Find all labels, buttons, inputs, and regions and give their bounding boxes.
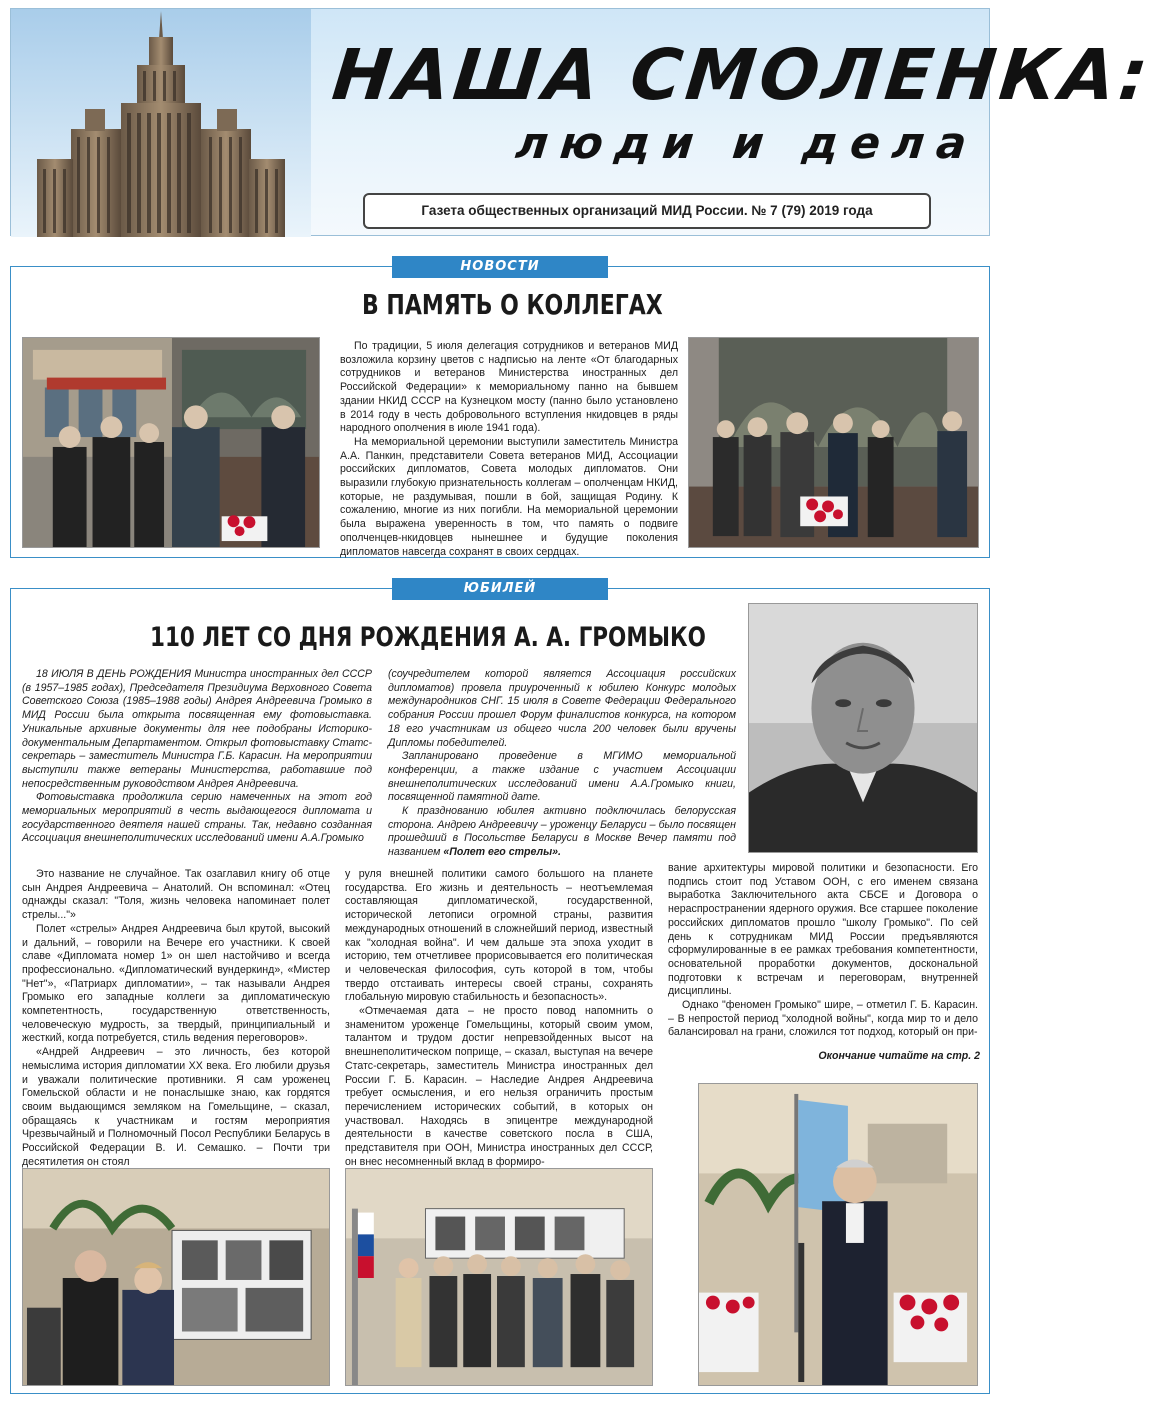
body-paragraph: «Андрей Андреевич – это личность, без которой немыслима история дипломатии XX века. Его любили друзья и уважали политические противники. Я сам уроженец Гомельской области и не понаслышке знаю, как гордятся своим выдающимся земляком на Гомельщине, – сказал, обращаясь к участникам и гостям мероприятия Чрезвычайный и Полномочный Посол Республики Беларусь в Российской Федерации В. И. Семашко. – Почти три десятилетия он стоял	[22, 1046, 330, 1168]
newspaper-subtitle: люди и дела	[513, 118, 981, 169]
body-paragraph: у руля внешней политики самого большого на планете государства. Его жизнь и деятельность – неотъемлемая составляющая дипломатической, государственной, исторической летописи огромной страны, развития международных отношений в сложнейший период, известный как "холодная война". И чем дальше эта эпоха уходит в историю, тем отчетливее прорисовывается его политическая и человеческая философия, суть которой в том, чтобы твердо отстаивать интересы своей страны, сохранять глобальную мировую стабильность и безопасность».	[345, 868, 653, 1004]
news-paragraph: По традиции, 5 июля делегация сотрудников и ветеранов МИД возложила корзину цветов с надписью на ленте «От благодарных сотрудников и ветеранов Министерства иностранных дел Российской Федерации» к мемориальному панно на бывшем здании НКИД СССР на Кузнецком мосту (панно было установлено в 2014 году в честь добровольного вступления нкидовцев в ряды народного ополчения в июле 1941 года).	[340, 340, 678, 435]
news-photo-left	[22, 337, 320, 548]
body-paragraph: вание архитектуры мировой политики и безопасности. Его подпись стоит под Уставом ООН, с его именем связана выработка Заключительного акта СБСЕ и Договора о нераспространении ядерного оружия. Все старшее поколение российских дипломатов прошло "школу Громыко". По сей день к сотрудникам МИД России предъявляются сформулированные в ее рамках требования компетентности, основательной проработки документов, доскональной подготовки к встречам и переговорам, внутренней дисциплины.	[668, 862, 978, 998]
jubilee-column-2	[345, 868, 653, 1169]
jubilee-tag: ЮБИЛЕЙ	[392, 578, 608, 600]
newspaper-title: НАША СМОЛЕНКА:	[328, 34, 1156, 116]
intro-paragraph	[388, 805, 736, 860]
intro-paragraph: Фотовыставка продолжила серию намеченных на этот год мемориальных мероприятий в честь выдающегося дипломата и государственного деятеля нашей страны. Так, недавно созданная Ассоциация внешнеполитических исследований имени А.А.Громыко	[22, 791, 372, 845]
body-paragraph: Это название не случайное. Так озаглавил книгу об отце сын Андрея Андреевича – Анатолий. Он вспоминал: «Отец однажды сказал: "Толя, жизнь человека напоминает полет стрелы..."»	[22, 868, 330, 922]
news-tag: НОВОСТИ	[392, 256, 608, 278]
intro-paragraph: 18 ИЮЛЯ В ДЕНЬ РОЖДЕНИЯ Министра иностранных дел СССР (в 1957–1985 годах), Председателя Президиума Верховного Совета Советского Союза (1985–1988 годы) Андрея Андреевича Громыко в МИД России была открыта посвященная ему фотовыставка. Уникальные архивные документы для нее подобраны Историко-документальным Департаментом. Открыл фотовыставку Статс-секретарь – заместитель Министра Г.Б. Карасин. На мероприятии выступили также ветераны Министерства, работавшие под непосредственным руководством Андрея Андреевича.	[22, 668, 372, 790]
gromyko-portrait-photo	[748, 603, 978, 853]
jubilee-intro-left	[22, 668, 372, 846]
issue-line: Газета общественных организаций МИД России. № 7 (79) 2019 года	[363, 193, 931, 229]
news-headline: В ПАМЯТЬ О КОЛЛЕГАХ	[362, 290, 663, 322]
masthead	[10, 8, 1156, 236]
exhibition-photo-1	[22, 1168, 330, 1386]
exhibition-photo-2	[345, 1168, 653, 1386]
body-paragraph: «Отмечаемая дата – не просто повод напомнить о знаменитом уроженце Гомельщины, который своим умом, талантом и трудом достиг непревзойденных высот на внешнеполитическом поприще, – сказал, выступая на вечере Статс-секретарь, заместитель Министра иностранных дел России Г. Б. Карасин. – Наследие Андрея Андреевича требует осмысления, и его нельзя ограничить простым перечислением исторических событий, в которых он участвовал. Находясь в эпицентре международной деятельности в качестве советского посла в США, представителя при ООН, Министра иностранных дел СССР, он внес несомненный вклад в формиро-	[345, 1005, 653, 1168]
jubilee-column-1	[22, 868, 330, 1169]
body-paragraph: Полет «стрелы» Андрея Андреевича был крутой, высокий и дальний, – говорили на Вечере его участники. К своей славе «Дипломата номер 1» он шел настойчиво и всегда профессионально. «Дипломатический вундеркинд», «Мистер "Нет"», «Патриарх дипломатии», – так называли Андрея Громыко его западные коллеги за дипломатическую компетентность, государственную ответственность, человеческую мудрость, за твердый, принципиальный и жесткий, когда потребуется, стиль ведения переговоров».	[22, 922, 330, 1045]
continuation-note: Окончание читайте на стр. 2	[818, 1050, 980, 1062]
body-paragraph: Однако "феномен Громыко" шире, – отметил Г. Б. Карасин. – В непростой период "холодной войны", когда мир то и дело балансировал на грани, сложился тот подход, который он при-	[668, 999, 978, 1039]
intro-paragraph: (соучредителем которой является Ассоциация российских дипломатов) провела приуроченный к юбилею Конкурс молодых международников СНГ. 15 июля в Совете Федерации Федерального собрания России прошел Форум финалистов конкурса, на котором 18 его участникам из общего числа 200 человек были вручены Дипломы победителей.	[388, 668, 736, 749]
intro-paragraph: Запланировано проведение в МГИМО мемориальной конференции, а также издание с участием Ассоциации внешнеполитических исследований имени А.А.Громыко книги, посвященной памятной дате.	[388, 750, 736, 804]
news-photo-right	[688, 337, 979, 548]
evening-title: «Полет его стрелы».	[443, 846, 561, 859]
jubilee-column-3	[668, 862, 978, 1040]
intro-paragraph-text: К празднованию юбилея активно подключилась белорусская сторона. Андрею Андреевичу – уроженцу Беларуси – было посвящен прошедший в Посольстве Беларуси в Москве Вечер памяти под названием	[388, 805, 736, 859]
news-paragraph: На мемориальной церемонии выступили заместитель Министра А.А. Панкин, представители Совета ветеранов МИД, Ассоциации российских дипломатов, Совета молодых дипломатов. Они выразили глубокую признательность коллегам – ополченцам НКИД, которые, не раздумывая, пошли в бой, защищая Родину. К сожалению, многие из них погибли. На мемориальной церемонии была выражена уверенность в том, что память о подвиге ополченцев-нкидовцев нынешнее и будущие поколения дипломатов навсегда сохранят в своих сердцах.	[340, 435, 678, 558]
jubilee-intro-right	[388, 668, 736, 860]
jubilee-headline: 110 ЛЕТ СО ДНЯ РОЖДЕНИЯ А. А. ГРОМЫКО	[150, 622, 706, 654]
ministry-building-image	[11, 9, 311, 237]
news-body	[340, 340, 678, 559]
speaker-photo	[698, 1083, 978, 1386]
